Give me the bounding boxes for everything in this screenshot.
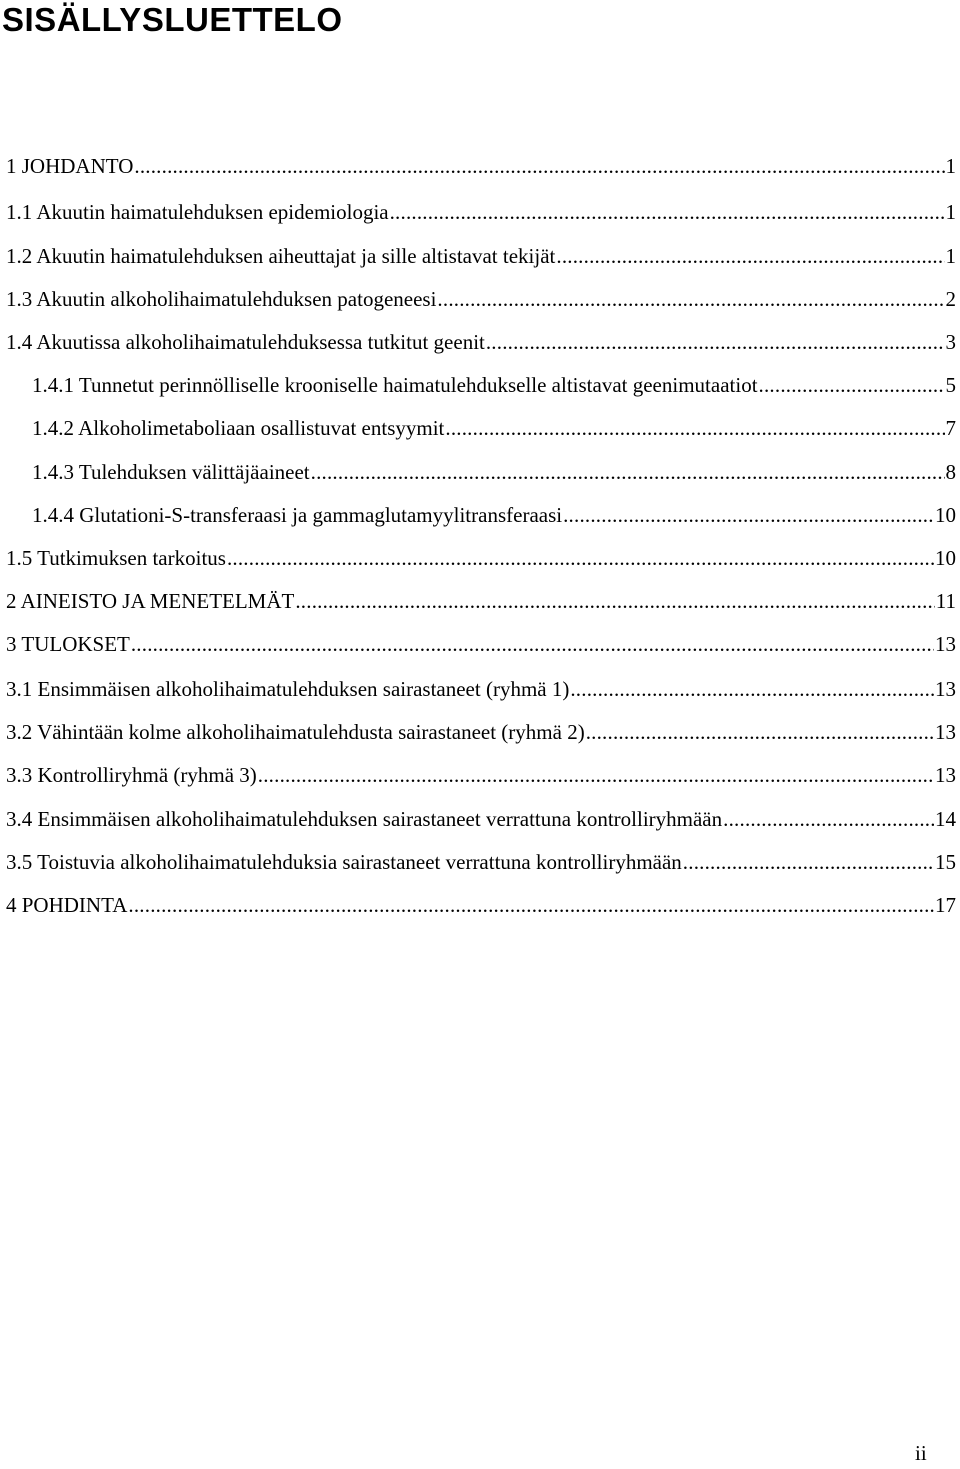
toc-entry-label: 3.4 Ensimmäisen alkoholihaimatulehduksen sairastaneet verrattuna kontrolliryhmään: [6, 807, 723, 831]
toc-leader-dots: [295, 585, 934, 617]
toc-entry-page: 14: [935, 807, 956, 831]
toc-entry[interactable]: [6, 716, 956, 748]
toc-entry[interactable]: [32, 369, 956, 401]
toc-entry-label: 3.5 Toistuvia alkoholihaimatulehduksia sairastaneet verrattuna kontrolliryhmään: [6, 850, 682, 874]
page-title: SISÄLLYSLUETTELO: [2, 1, 343, 38]
toc-leader-dots: [570, 673, 934, 705]
toc-entry-page: 1: [945, 200, 956, 224]
toc-entry[interactable]: [6, 585, 956, 617]
toc-entry[interactable]: [6, 803, 956, 835]
toc-leader-dots: [445, 412, 944, 444]
toc-entry-label: 1.4.4 Glutationi-S-transferaasi ja gammaglutamyylitransferaasi: [32, 503, 563, 527]
toc-entry-label: 2 AINEISTO JA MENETELMÄT: [6, 589, 295, 613]
toc-entry-page: 13: [935, 677, 956, 701]
toc-entry-page: 1: [945, 154, 956, 178]
toc-entry-label: 1.3 Akuutin alkoholihaimatulehduksen patogeneesi: [6, 287, 437, 311]
toc-leader-dots: [437, 283, 944, 315]
toc-leader-dots: [556, 240, 944, 272]
toc-entry[interactable]: [32, 499, 956, 531]
toc-entry[interactable]: [6, 889, 956, 921]
toc-leader-dots: [683, 846, 934, 878]
toc-entry-label: 4 POHDINTA: [6, 893, 128, 917]
toc-entry-label: 1.4 Akuutissa alkoholihaimatulehduksessa tutkitut geenit: [6, 330, 485, 354]
toc-entry[interactable]: [6, 326, 956, 358]
toc-entry-page: 10: [935, 503, 956, 527]
toc-entry-page: 13: [935, 632, 956, 656]
toc-entry-label: 1.2 Akuutin haimatulehduksen aiheuttajat ja sille altistavat tekijät: [6, 244, 556, 268]
toc-entry-page: 15: [935, 850, 956, 874]
toc-leader-dots: [227, 542, 934, 574]
toc-entry[interactable]: [6, 240, 956, 272]
toc-entry[interactable]: [32, 412, 956, 444]
toc-entry[interactable]: [32, 456, 956, 488]
toc-entry-label: 1.5 Tutkimuksen tarkoitus: [6, 546, 226, 570]
toc-entry-label: 1.4.2 Alkoholimetaboliaan osallistuvat entsyymit: [32, 416, 445, 440]
toc-entry-label: 3 TULOKSET: [6, 632, 130, 656]
toc-entry[interactable]: [6, 283, 956, 315]
toc-leader-dots: [131, 628, 934, 660]
toc-leader-dots: [586, 716, 934, 748]
toc-entry[interactable]: [6, 673, 956, 705]
toc-entry-label: 3.3 Kontrolliryhmä (ryhmä 3): [6, 763, 257, 787]
toc-entry-label: 3.1 Ensimmäisen alkoholihaimatulehduksen sairastaneet (ryhmä 1): [6, 677, 570, 701]
toc-entry-page: 13: [935, 763, 956, 787]
page-number: ii: [915, 1441, 927, 1465]
toc-entry-page: 17: [935, 893, 956, 917]
toc-entry-page: 13: [935, 720, 956, 744]
toc-leader-dots: [723, 803, 934, 835]
toc-entry-label: 1.1 Akuutin haimatulehduksen epidemiologia: [6, 200, 389, 224]
toc-entry-page: 3: [945, 330, 956, 354]
toc-leader-dots: [390, 196, 945, 228]
toc-leader-dots: [128, 889, 934, 921]
toc-entry[interactable]: [6, 150, 956, 182]
toc-entry-label: 1.4.3 Tulehduksen välittäjäaineet: [32, 460, 310, 484]
toc-entry[interactable]: [6, 846, 956, 878]
toc-entry[interactable]: [6, 759, 956, 791]
toc-entry-page: 1: [945, 244, 956, 268]
toc-entry[interactable]: [6, 628, 956, 660]
toc-leader-dots: [258, 759, 934, 791]
toc-entry-label: 1 JOHDANTO: [6, 154, 134, 178]
toc-entry[interactable]: [6, 542, 956, 574]
toc-leader-dots: [563, 499, 934, 531]
toc-entry-label: 3.2 Vähintään kolme alkoholihaimatulehdusta sairastaneet (ryhmä 2): [6, 720, 585, 744]
toc-leader-dots: [759, 369, 945, 401]
toc-leader-dots: [486, 326, 945, 358]
toc-entry-page: 7: [945, 416, 956, 440]
toc-entry-page: 11: [935, 589, 956, 613]
toc-entry-label: 1.4.1 Tunnetut perinnölliselle krooniselle haimatulehdukselle altistavat geenimutaatiot: [32, 373, 758, 397]
toc-entry-page: 2: [945, 287, 956, 311]
toc-leader-dots: [311, 456, 945, 488]
toc-entry[interactable]: [6, 196, 956, 228]
toc-entry-page: 5: [945, 373, 956, 397]
toc-entry-page: 8: [945, 460, 956, 484]
toc-leader-dots: [134, 150, 944, 182]
toc-entry-page: 10: [935, 546, 956, 570]
